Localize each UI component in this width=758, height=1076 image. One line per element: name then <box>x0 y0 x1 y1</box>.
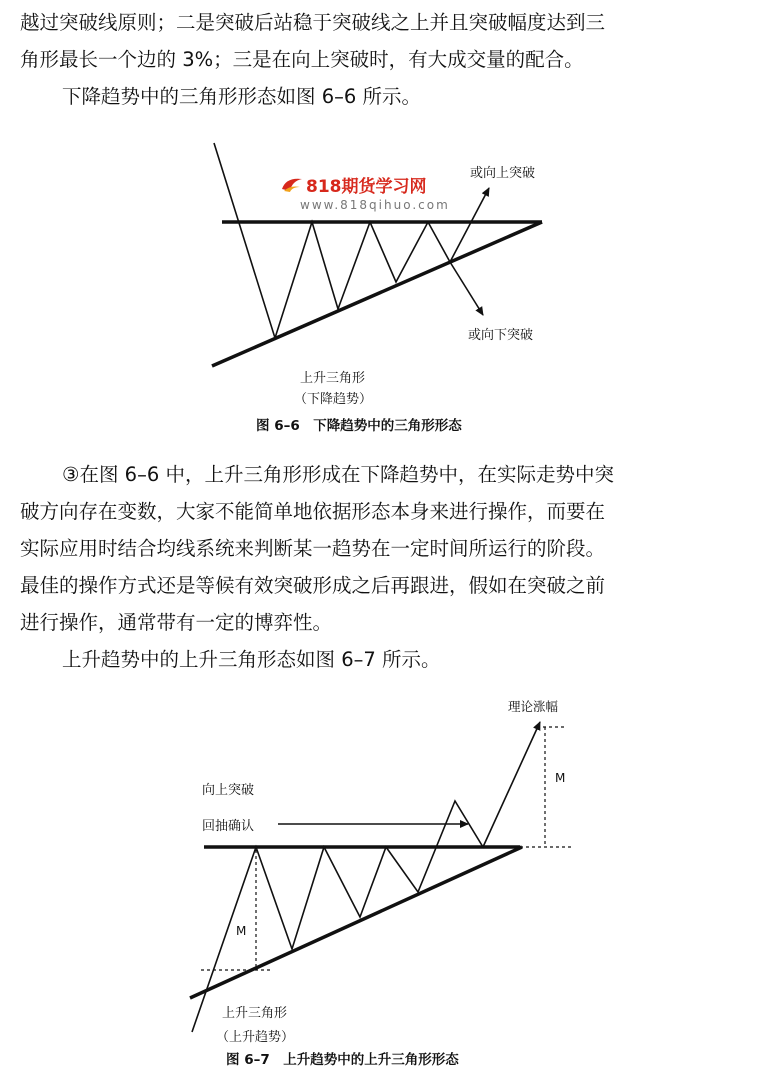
flame-icon <box>280 175 302 191</box>
body-line-4: 最佳的操作方式还是等候有效突破形成之后再跟进，假如在突破之前 <box>20 574 606 597</box>
label-breakout: 向上突破 <box>202 783 255 798</box>
label-break-down: 或向下突破 <box>468 328 534 343</box>
label-triangle-name: 上升三角形 <box>300 371 366 386</box>
label-target: 理论涨幅 <box>508 699 559 714</box>
label-m-right: M <box>555 771 566 785</box>
label-trend-type: （下降趋势） <box>294 392 373 407</box>
body-line-2: 破方向存在变数，大家不能简单地依据形态本身来进行操作，而要在 <box>20 500 606 523</box>
label-triangle-name: 上升三角形 <box>222 1006 288 1021</box>
intro-line-1: 越过突破线原则；二是突破后站稳于突破线之上并且突破幅度达到三 <box>20 11 606 34</box>
label-break-up: 或向上突破 <box>470 166 536 181</box>
label-m-left: M <box>236 924 247 938</box>
body-line-6: 上升趋势中的上升三角形态如图 6–7 所示。 <box>62 648 441 671</box>
body-line-1: ③在图 6–6 中，上升三角形形成在下降趋势中，在实际走势中突 <box>62 463 614 486</box>
body-line-5: 进行操作，通常带有一定的博弈性。 <box>20 611 333 634</box>
support-line <box>190 847 522 998</box>
breakout-up-arrow <box>450 188 489 262</box>
figure-6-7-caption: 图 6–7 上升趋势中的上升三角形形态 <box>226 1052 459 1068</box>
watermark-brand: 818期货学习网 <box>306 177 427 197</box>
watermark-url: www.818qihuo.com <box>300 198 450 212</box>
intro-line-3: 下降趋势中的三角形形态如图 6–6 所示。 <box>62 85 421 108</box>
figure-6-6-diagram <box>0 0 758 460</box>
body-paragraph <box>20 456 742 678</box>
breakout-down-arrow <box>450 262 483 315</box>
body-line-3: 实际应用时结合均线系统来判断某一趋势在一定时间所运行的阶段。 <box>20 537 606 560</box>
figure-6-7-diagram <box>0 700 758 1070</box>
label-pullback: 回抽确认 <box>202 819 255 834</box>
label-trend-type: （上升趋势） <box>216 1030 295 1045</box>
figure-6-6-caption: 图 6–6 下降趋势中的三角形形态 <box>256 418 462 434</box>
price-zigzag-line <box>192 722 540 1032</box>
intro-line-2: 角形最长一个边的 3%；三是在向上突破时，有大成交量的配合。 <box>20 48 584 71</box>
